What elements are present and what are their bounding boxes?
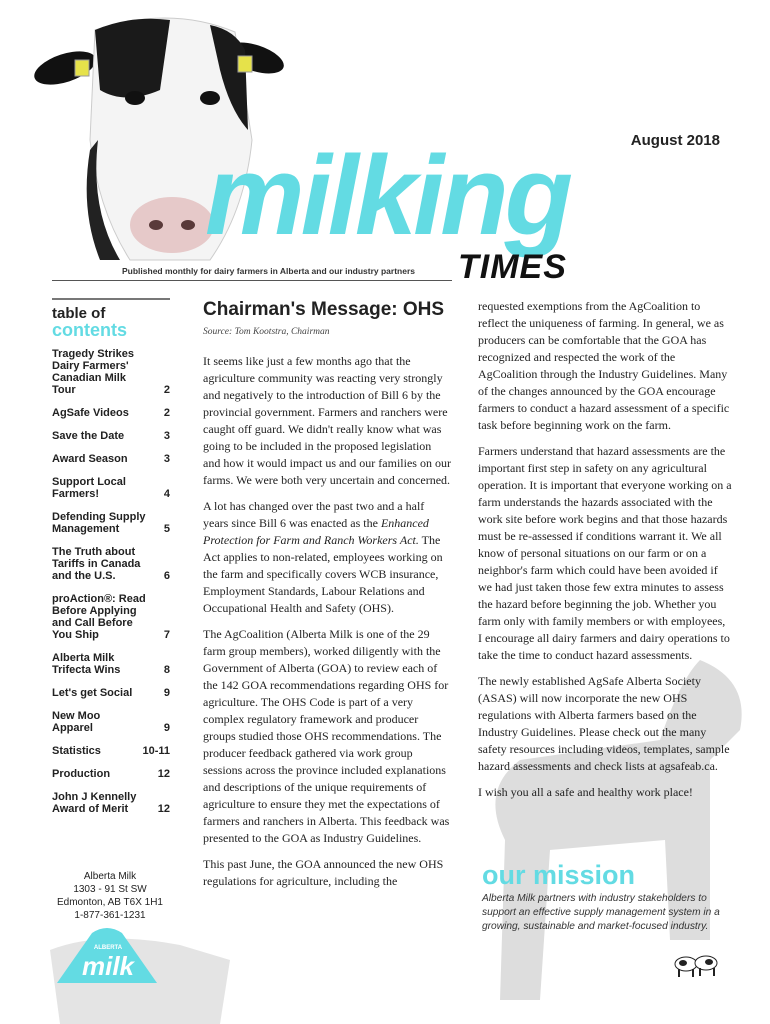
toc-entry <box>52 511 170 535</box>
toc-entry <box>52 791 170 815</box>
toc-entry <box>52 710 170 734</box>
logo-small-text: ALBERTA <box>93 945 123 951</box>
toc-entry <box>52 745 170 757</box>
toc-entry <box>52 407 170 419</box>
article-column-left <box>203 298 451 899</box>
logo-big-text: milk <box>81 951 135 981</box>
toc-entry-title: Award Season <box>52 452 128 465</box>
mission-title: our mission <box>482 860 636 890</box>
article-column-right <box>478 298 732 810</box>
toc-entry-title: Alberta Milk Trifecta Wins <box>52 651 121 676</box>
toc-entry-page: 12 <box>157 767 170 780</box>
address-org: Alberta Milk <box>83 871 137 882</box>
toc-entry-page: 3 <box>163 429 170 442</box>
toc-entry-page: 8 <box>163 663 170 676</box>
toc-entry-title: The Truth about Tariffs in Canada and the U.S. <box>52 545 141 582</box>
toc-entry <box>52 430 170 442</box>
alberta-milk-logo <box>52 925 162 983</box>
issue-date: August 2018 <box>630 132 720 149</box>
toc-entry-title: Save the Date <box>52 429 125 442</box>
toc-entry-title: Statistics <box>52 744 101 757</box>
toc-list <box>52 348 170 815</box>
mission-text: Alberta Milk partners with industry stakeholders to support an effective supply management system in a growing, sustainable and market-focused industry. <box>482 893 720 932</box>
article-paragraph: A lot has changed over the past two and a half years since Bill 6 was enacted as the Enhanced Protection for Farm and Ranch Workers Act. The Act applies to non-related, employees working on the farm and specifically covers WCB insurance, Employment Standards, Labour Relations and Occupational Health and Safety (OHS). <box>203 499 443 615</box>
address-phone: 1-877-361-1231 <box>74 910 146 921</box>
toc-entry-page: 12 <box>157 802 170 815</box>
toc-entry <box>52 687 170 699</box>
toc-entry <box>52 546 170 582</box>
toc-entry <box>52 453 170 465</box>
masthead-subtitle: TIMES <box>458 248 567 286</box>
toc-heading-accent: contents <box>52 320 128 340</box>
toc-entry-title: Support Local Farmers! <box>52 475 126 500</box>
toc-entry <box>52 348 170 396</box>
article-paragraph: I wish you all a safe and healthy work place! <box>478 785 693 799</box>
toc-entry <box>52 652 170 676</box>
article-paragraph: requested exemptions from the AgCoalition to reflect the uniqueness of farming. In general, we as producers can be comfortable that the GOA has recognized and respected the work of the AgCoalition through the Industry Guidelines. Many of the changes announced by the GOA encourage farmers to conduct a hazard assessment of a specific task before beginning work on the farm. <box>478 299 730 432</box>
toc-entry-title: proAction®: Read Before Applying and Call Before You Ship <box>52 592 146 641</box>
address-city: Edmonton, AB T6X 1H1 <box>57 897 163 908</box>
toc-entry-title: New Moo Apparel <box>52 709 101 734</box>
masthead-divider <box>52 280 452 281</box>
toc-heading: table of <box>52 305 106 322</box>
article-title: Chairman's Message: OHS <box>203 299 445 320</box>
article-paragraph: Farmers understand that hazard assessments are the important first step in safety on any agricultural operation. It is important that everyone working on a farm understands the hazards associated with the work site before work begins and that those hazards must be re-assessed if conditions warrant it. We all know of personal situations on our farm or on a neighbor's farm which could have been avoided if we had just taken those few extra minutes to assess the hazard before beginning the job. Whether you farm only with family members or with employees, I encourage all dairy farmers and dairy operations to take the time to conduct hazard assessments. <box>478 444 732 662</box>
toc-entry-page: 7 <box>163 628 170 641</box>
cows-illustration <box>672 950 720 978</box>
toc-entry-page: 5 <box>163 522 170 535</box>
toc-entry-title: John J Kennelly Award of Merit <box>52 790 137 815</box>
toc-entry-title: Production <box>52 767 111 780</box>
toc-entry-title: Let's get Social <box>52 686 133 699</box>
table-of-contents <box>52 298 170 826</box>
toc-entry-page: 2 <box>163 406 170 419</box>
toc-entry-title: Defending Supply Management <box>52 510 146 535</box>
toc-entry-page: 6 <box>163 569 170 582</box>
article-paragraph: It seems like just a few months ago that the agriculture community was reacting very strongly and negatively to the introduction of Bill 6 by the provincial government. Farmers and ranchers were caught off guard. We didn't really know what was going to be included in the proposed legislation and how it would impact us and our families on our farms. We were both very uncertain and concerned. <box>203 354 451 487</box>
toc-entry-page: 9 <box>163 686 170 699</box>
toc-entry-page: 3 <box>163 452 170 465</box>
toc-entry <box>52 476 170 500</box>
toc-entry <box>52 593 170 641</box>
toc-entry-page: 4 <box>163 487 170 500</box>
toc-entry-page: 10-11 <box>142 744 170 757</box>
toc-entry <box>52 768 170 780</box>
article-paragraph: This past June, the GOA announced the new OHS regulations for agriculture, including the <box>203 857 444 888</box>
article-byline: Source: Tom Kootstra, Chairman <box>203 327 330 337</box>
toc-entry-title: AgSafe Videos <box>52 406 129 419</box>
article-paragraph: The newly established AgSafe Alberta Society (ASAS) will now incorporate the new OHS regulations with Alberta farmers based on the Industry Guidelines. Please check out the many safety resources including videos, templates, sample hazard assessments and check lists at agsafeab.ca. <box>478 674 730 773</box>
toc-entry-page: 9 <box>163 721 170 734</box>
toc-entry-title: Tragedy Strikes Dairy Farmers' Canadian Milk Tour <box>52 347 134 396</box>
address-street: 1303 - 91 St SW <box>73 884 147 895</box>
toc-entry-page: 2 <box>163 383 170 396</box>
contact-address <box>45 870 175 922</box>
masthead-title: milking <box>205 133 570 258</box>
masthead-tagline: Published monthly for dairy farmers in Alberta and our industry partners <box>122 266 415 276</box>
article-paragraph: The AgCoalition (Alberta Milk is one of the 29 farm group members), worked diligently with the Government of Alberta (GOA) to review each of the 142 GOA recommendations regarding OHS for agriculture. The OHS Code is part of a very complex regulatory framework and producer groups studied those OHS recommendations. The producer feedback gathered via work group sessions across the province included explanations and descriptions of the unique requirements of agriculture to ensure they met the expectations of farmers and ranchers in Alberta. This feedback was presented to the GOA as Industry Guidelines. <box>203 627 450 845</box>
